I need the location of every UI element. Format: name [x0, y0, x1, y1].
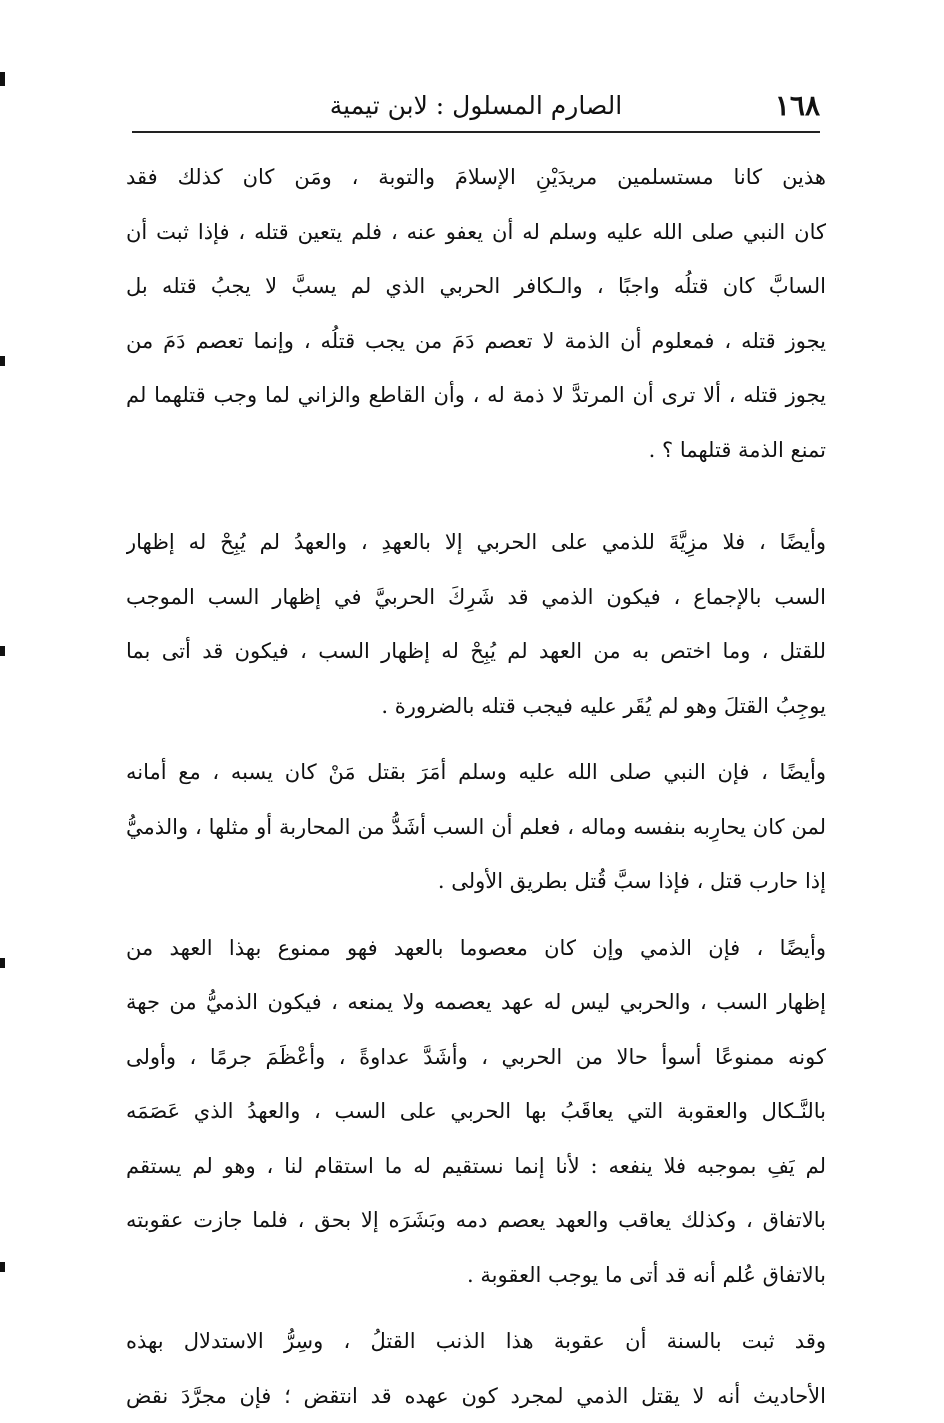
scan-edge-mark: [0, 1262, 5, 1272]
text-line: إذا حارب قتل ، فإذا سبَّ قُتل بطريق الأولى .: [126, 854, 826, 909]
scan-edge-mark: [0, 356, 5, 366]
text-line: يجوز قتله ، فمعلوم أن الذمة لا تعصم دَمَ من يجب قتلُه ، وإنما تعصم دَمَ من: [126, 314, 826, 369]
text-line: السب بالإجماع ، فيكون الذمي قد شَرِكَ الحربيَّ في إظهار السب الموجب: [126, 570, 826, 625]
paragraph-gap: [126, 477, 826, 515]
text-line: السابَّ كان قتلُه واجبًا ، والـكافر الحربي الذي لم يسبَّ لا يجبُ قتله بل: [126, 259, 826, 314]
scan-edge-mark: [0, 72, 5, 86]
paragraph-gap: [126, 733, 826, 745]
text-line: يجوز قتله ، ألا ترى أن المرتدَّ لا ذمة له ، وأن القاطع والزاني لما وجب قتلهما لم: [126, 368, 826, 423]
body-text: [126, 150, 826, 1423]
text-line: بالاتفاق عُلم أنه قد أتى ما يوجب العقوبة .: [126, 1248, 826, 1303]
text-line: يوجِبُ القتلَ وهو لم يُقَر عليه فيجب قتله بالضرورة .: [126, 679, 826, 734]
text-line: لم يَفِ بموجبه فلا ينفعه : لأنا إنما نستقيم له ما استقام لنا ، وهو لم يستقم: [126, 1139, 826, 1194]
page-header: [132, 86, 820, 132]
text-line: تمنع الذمة قتلهما ؟ .: [126, 423, 826, 478]
text-line: بالاتفاق ، وكذلك يعاقب والعهد يعصم دمه وبَشَرَه إلا بحق ، فلما جازت عقوبته: [126, 1193, 826, 1248]
paragraph-gap: [126, 1302, 826, 1314]
paragraph-1: [126, 150, 826, 477]
text-line: وأيضًا ، فلا مزِيَّةَ للذمي على الحربي إلا بالعهدِ ، والعهدُ لم يُبِحْ له إظهار: [126, 515, 826, 570]
paragraph-3: [126, 745, 826, 909]
text-line: لمن كان يحارِبه بنفسه وماله ، فعلم أن السب أشَدُّ من المحاربة أو مثلها ، والذميُّ: [126, 800, 826, 855]
page-number: ١٦٨: [775, 86, 820, 126]
text-line: وقد ثبت بالسنة أن عقوبة هذا الذنب القتلُ ، وسِرُّ الاستدلال بهذه: [126, 1314, 826, 1369]
scan-edge-mark: [0, 646, 5, 656]
running-title: الصارم المسلول : لابن تيمية: [132, 86, 820, 126]
text-line: الأحاديث أنه لا يقتل الذمي لمجرد كون عهده قد انتقض ؛ فإن مجرَّدَ نقض: [126, 1369, 826, 1423]
paragraph-5: [126, 1314, 826, 1423]
header-rule: [132, 131, 820, 133]
text-line: إظهار السب ، والحربي ليس له عهد يعصمه ولا يمنعه ، فيكون الذميُّ من جهة: [126, 975, 826, 1030]
text-line: كان النبي صلى الله عليه وسلم له أن يعفو عنه ، فلم يتعين قتله ، فإذا ثبت أن: [126, 205, 826, 260]
text-line: وأيضًا ، فإن الذمي وإن كان معصوما بالعهد فهو ممنوع بهذا العهد من: [126, 921, 826, 976]
scan-edge-mark: [0, 958, 5, 968]
text-line: بالنَّـكال والعقوبة التي يعاقَبُ بها الحربي على السب ، والعهدُ الذي عَصَمَه: [126, 1084, 826, 1139]
paragraph-4: [126, 921, 826, 1303]
text-line: للقتل ، وما اختص به من العهد لم يُبِحْ له إظهار السب ، فيكون قد أتى بما: [126, 624, 826, 679]
paragraph-2: [126, 515, 826, 733]
text-line: هذين كانا مستسلمين مريدَيْنِ الإسلامَ والتوبة ، ومَن كان كذلك فقد: [126, 150, 826, 205]
text-line: وأيضًا ، فإن النبي صلى الله عليه وسلم أمَرَ بقتل مَنْ كان يسبه ، مع أمانه: [126, 745, 826, 800]
text-line: كونه ممنوعًا أسوأ حالا من الحربي ، وأشَدَّ عداوةً ، وأعْظَمَ جرمًا ، وأولى: [126, 1030, 826, 1085]
paragraph-gap: [126, 909, 826, 921]
